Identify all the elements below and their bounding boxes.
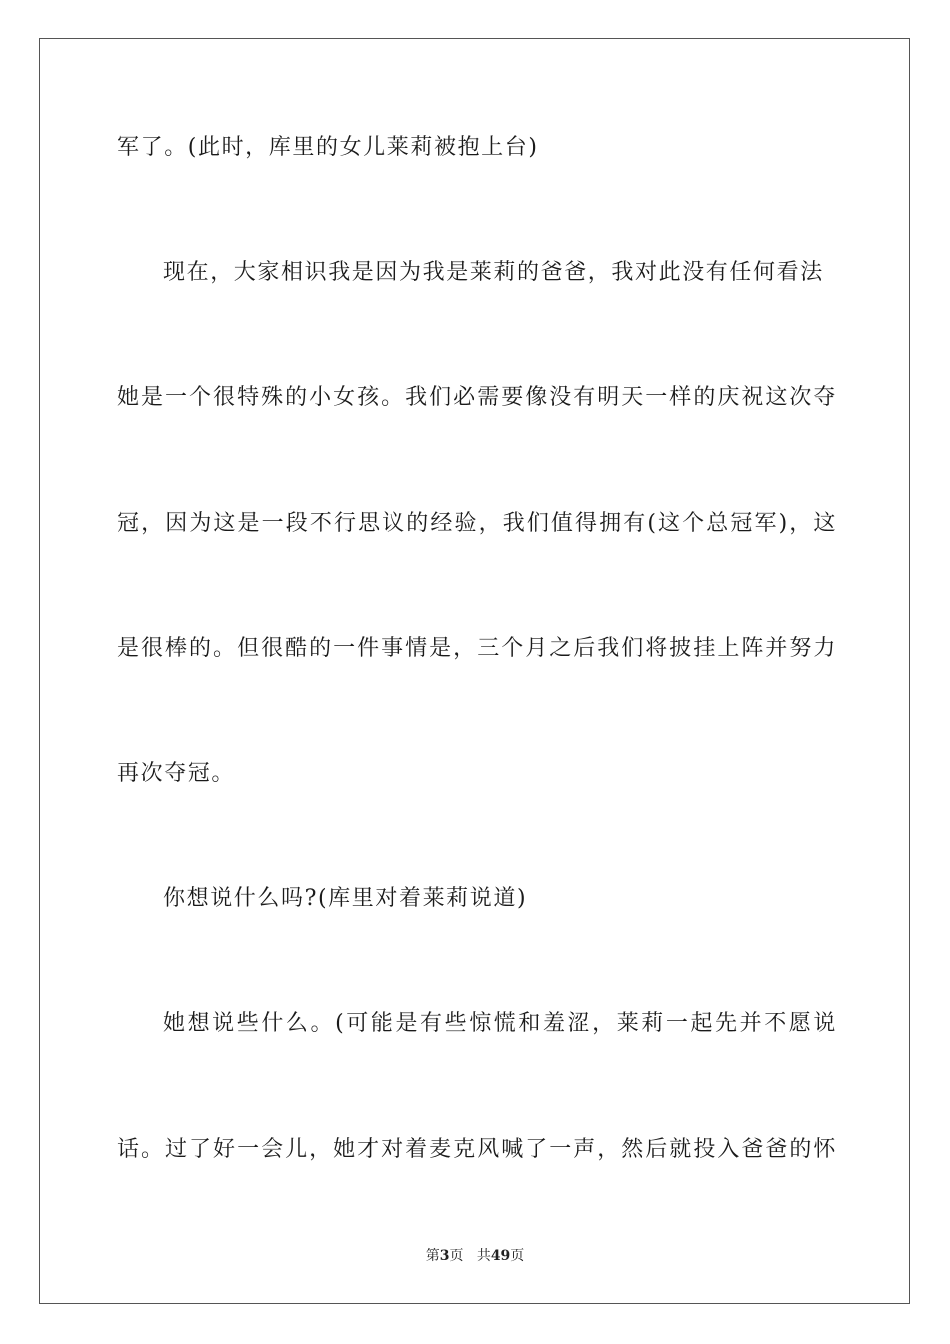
total-prefix: 共 — [476, 1248, 491, 1264]
text-line-6: 再次夺冠。 — [117, 761, 236, 786]
page-prefix: 第 — [425, 1248, 440, 1264]
text-line-3: 她是一个很特殊的小女孩。我们必需要像没有明天一样的庆祝这次夺 — [117, 385, 837, 410]
text-line-1: 军了。(此时，库里的女儿莱莉被抱上台) — [117, 135, 539, 160]
page-number: 3 — [439, 1248, 450, 1264]
total-pages: 49 — [490, 1248, 511, 1264]
text-line-9: 话。过了好一会儿，她才对着麦克风喊了一声，然后就投入爸爸的怀 — [117, 1137, 837, 1162]
text-line-4: 冠，因为这是一段不行思议的经验，我们值得拥有(这个总冠军)，这 — [117, 511, 837, 536]
page-suffix: 页 — [449, 1248, 464, 1264]
total-suffix: 页 — [510, 1248, 525, 1264]
text-line-2: 现在，大家相识我是因为我是莱莉的爸爸，我对此没有任何看法 — [163, 260, 824, 285]
text-line-5: 是很棒的。但很酷的一件事情是，三个月之后我们将披挂上阵并努力 — [117, 636, 837, 661]
page-footer — [0, 1246, 950, 1266]
text-line-7: 你想说什么吗?(库里对着莱莉说道) — [163, 886, 528, 911]
page-frame — [39, 38, 910, 1304]
text-line-8: 她想说些什么。(可能是有些惊慌和羞涩，莱莉一起先并不愿说 — [163, 1011, 837, 1036]
